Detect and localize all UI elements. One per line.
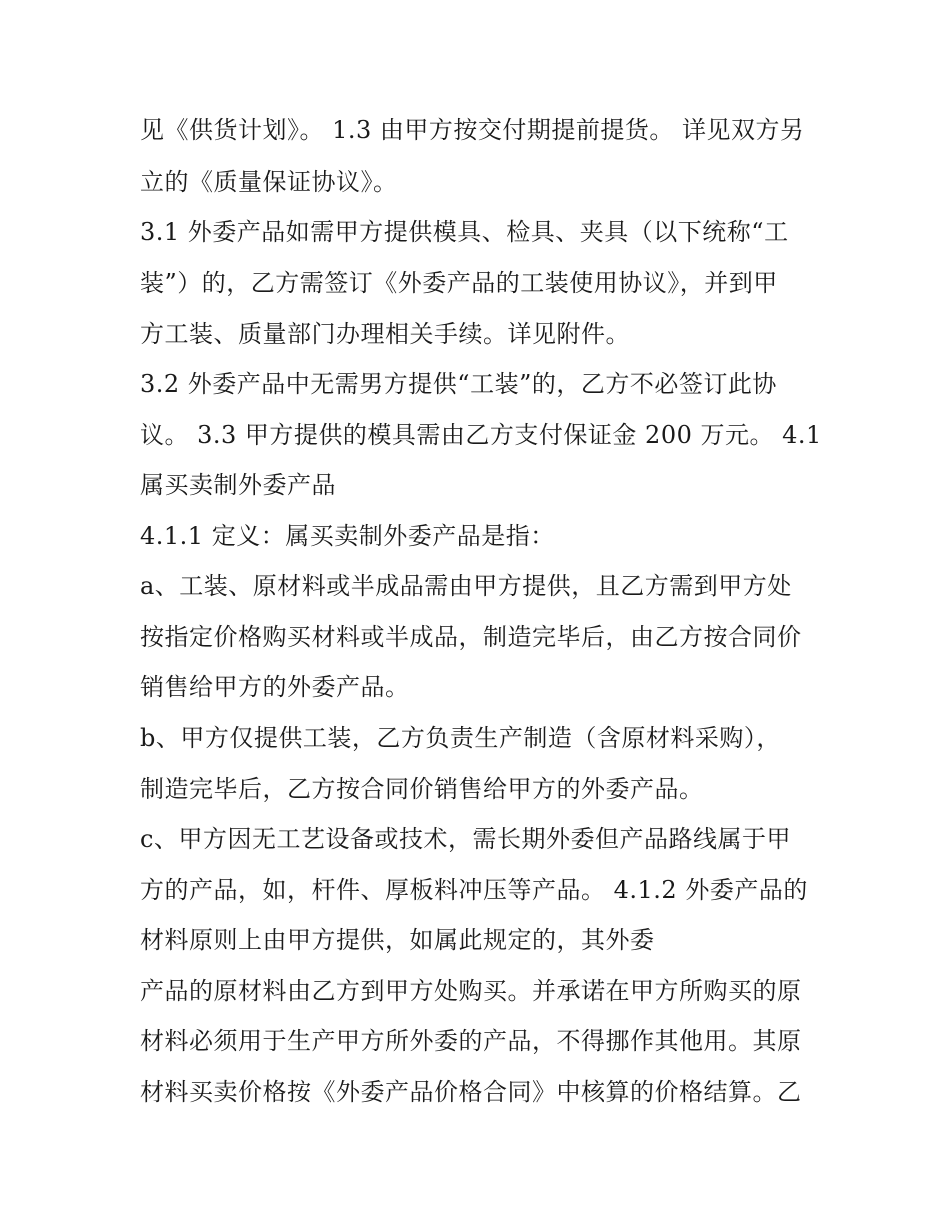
- text-line: b、甲方仅提供工装，乙方负责生产制造（含原材料采购），: [140, 724, 781, 752]
- text-line: 3.2 外委产品中无需男方提供“工装”的，乙方不必签订此协: [140, 370, 777, 398]
- text-line: c、甲方因无工艺设备或技术，需长期外委但产品路线属于甲: [140, 825, 791, 853]
- text-line: 议。 3.3 甲方提供的模具需由乙方支付保证金 200 万元。 4.1: [140, 421, 822, 449]
- text-line: 见《供货计划》。 1.3 由甲方按交付期提前提货。 详见双方另: [140, 116, 805, 144]
- text-line: 方工装、质量部门办理相关手续。详见附件。: [140, 320, 630, 348]
- text-line: 装”）的，乙方需签订《外委产品的工装使用协议》，并到甲: [140, 269, 778, 297]
- text-line: 材料必须用于生产甲方所外委的产品，不得挪作其他用。其原: [140, 1027, 802, 1055]
- text-line: 按指定价格购买材料或半成品，制造完毕后，由乙方按合同价: [140, 623, 802, 651]
- text-line: 立的《质量保证协议》。: [140, 168, 398, 196]
- text-line: 属买卖制外委产品: [140, 471, 336, 499]
- text-line: 方的产品，如，杆件、厚板料冲压等产品。 4.1.2 外委产品的: [140, 876, 808, 904]
- text-line: 制造完毕后，乙方按合同价销售给甲方的外委产品。: [140, 775, 704, 803]
- text-line: 产品的原材料由乙方到甲方处购买。并承诺在甲方所购买的原: [140, 977, 802, 1005]
- text-line: a、工装、原材料或半成品需由甲方提供，且乙方需到甲方处: [140, 572, 792, 600]
- text-line: 3.1 外委产品如需甲方提供模具、检具、夹具（以下统称“工: [140, 218, 789, 246]
- text-line: 4.1.1 定义：属买卖制外委产品是指：: [140, 522, 555, 550]
- text-line: 材料原则上由甲方提供，如属此规定的，其外委: [140, 926, 655, 954]
- text-line: 销售给甲方的外委产品。: [140, 673, 410, 701]
- text-line: 材料买卖价格按《外委产品价格合同》中核算的价格结算。乙: [140, 1078, 802, 1106]
